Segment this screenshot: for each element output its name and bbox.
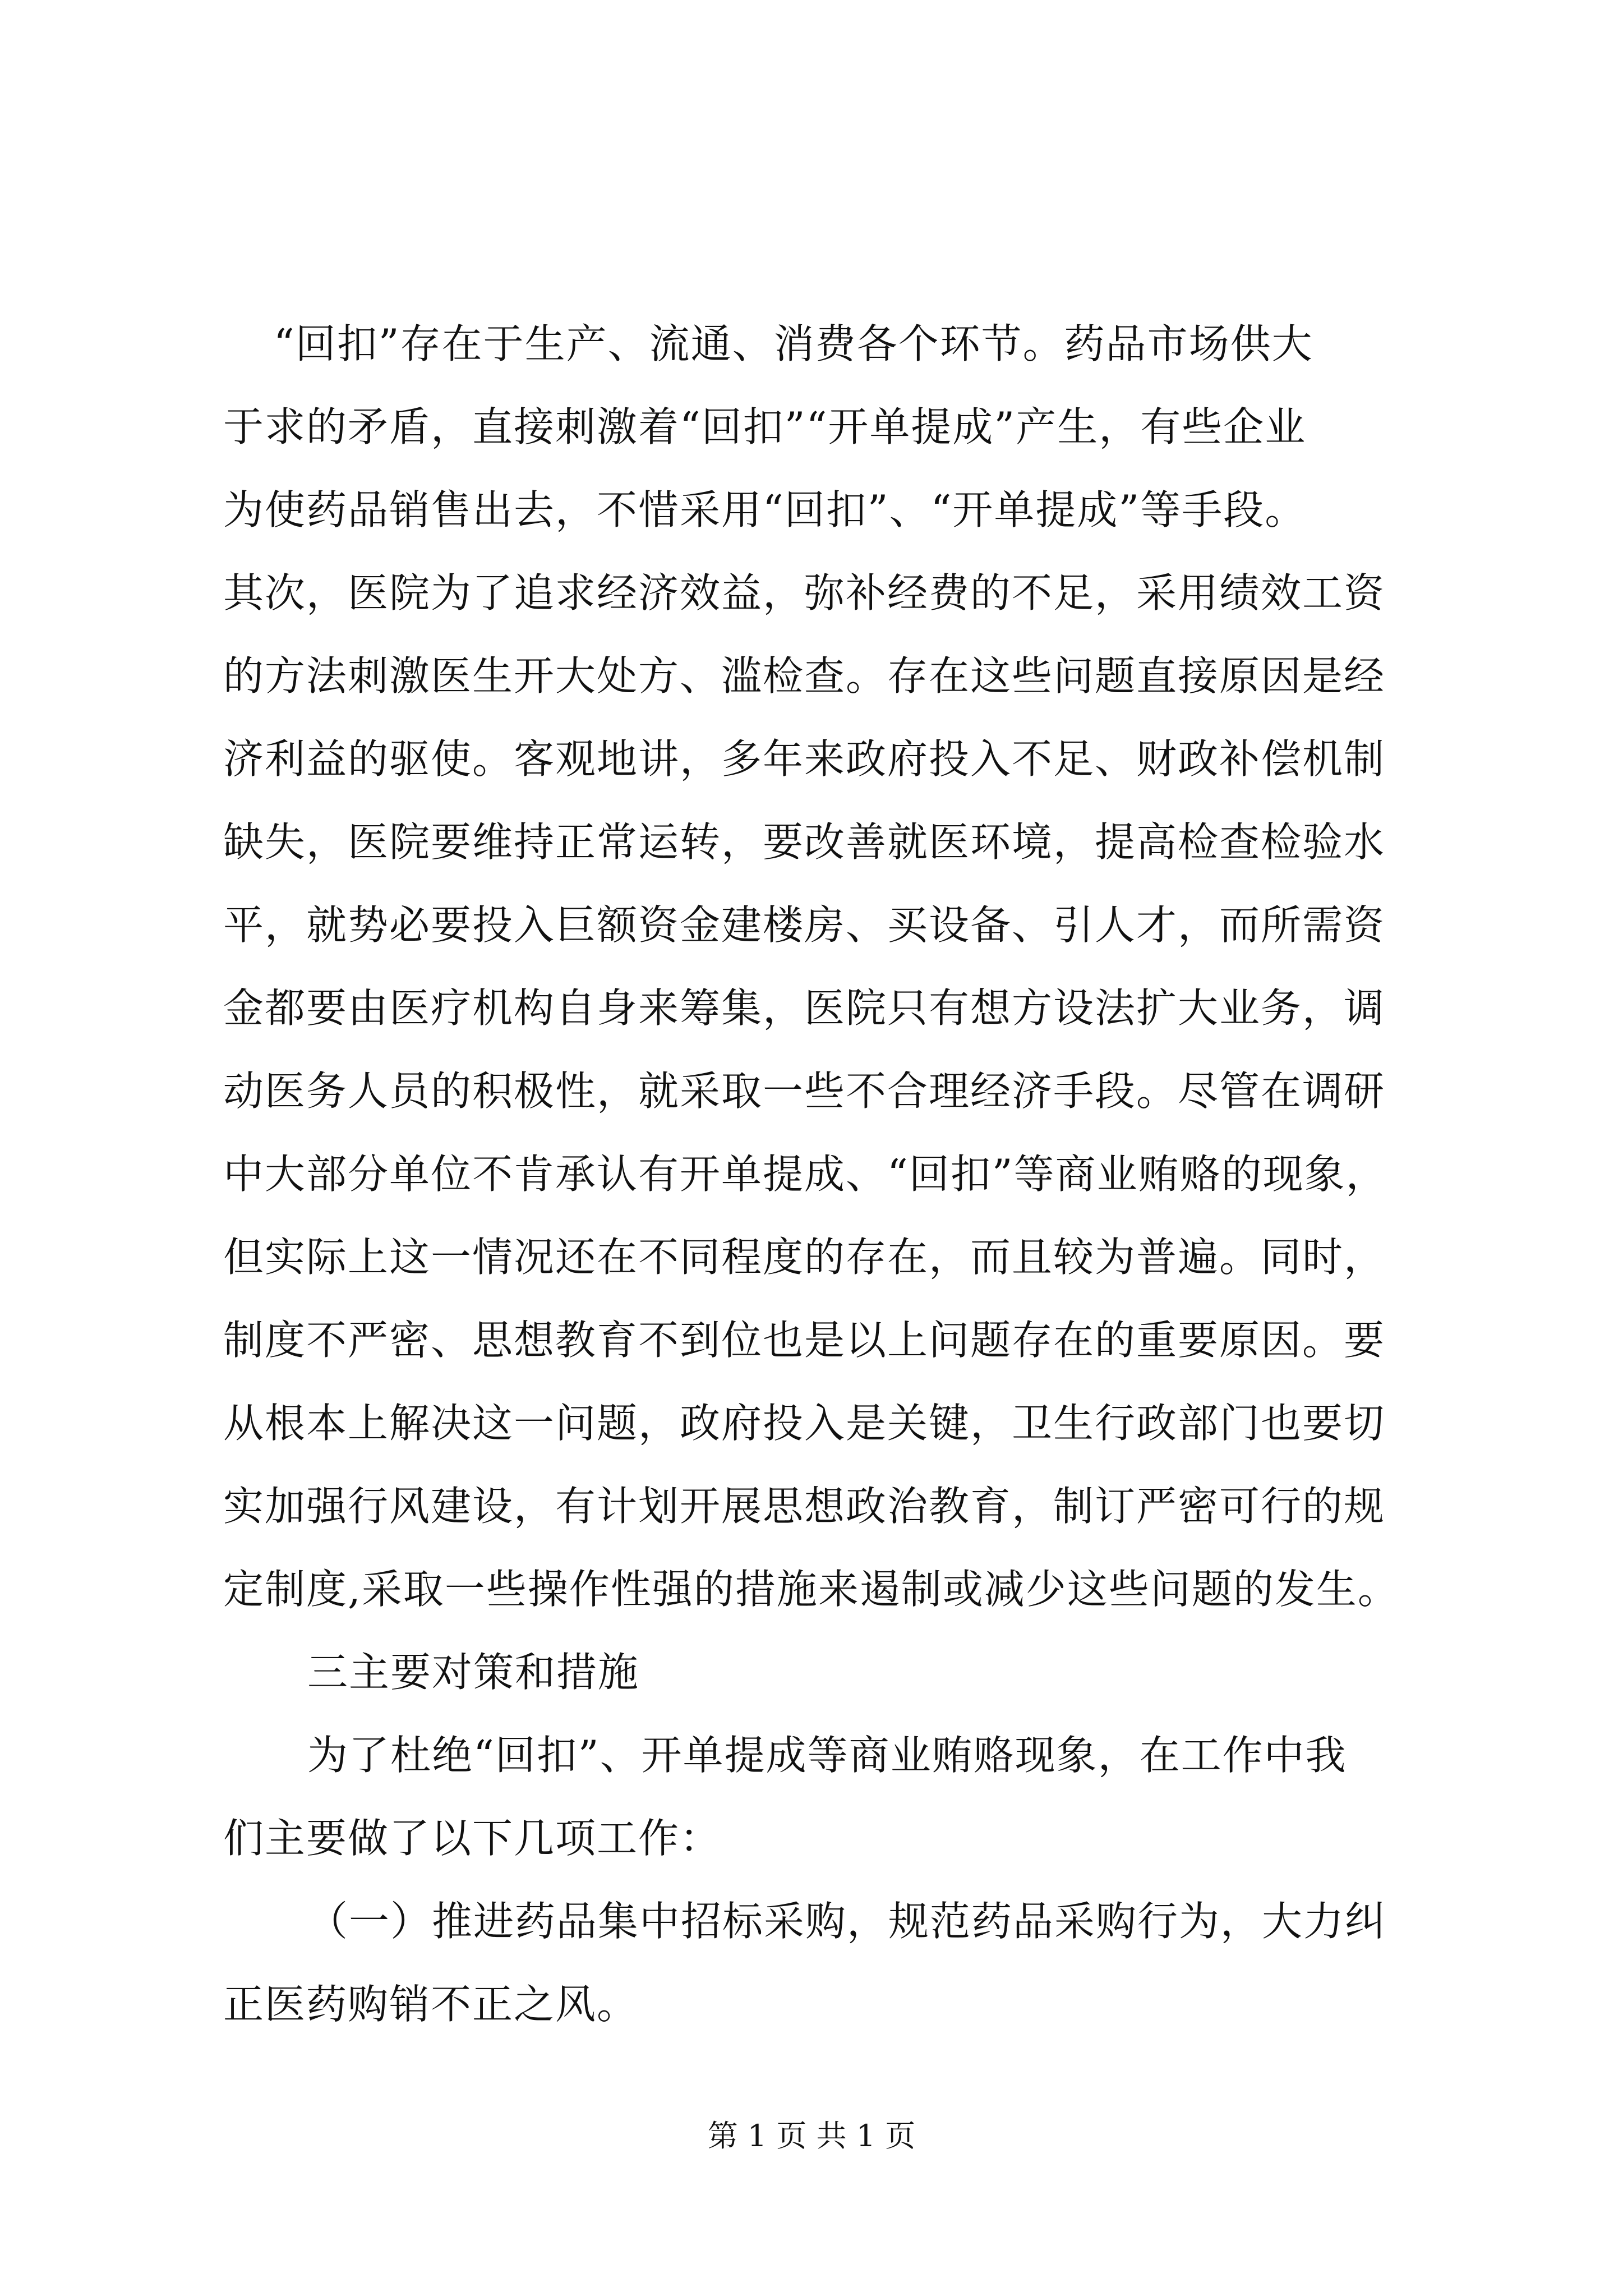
paragraph-line: 从根本上解决这一问题，政府投入是关键，卫生行政部门也要切 [223, 1400, 1386, 1447]
paragraph-line: 济利益的驱使。客观地讲，多年来政府投入不足、财政补偿机制 [223, 735, 1386, 783]
paragraph-line: 们主要做了以下几项工作： [223, 1815, 722, 1862]
paragraph-line: 制度不严密、思想教育不到位也是以上问题存在的重要原因。要 [223, 1317, 1386, 1364]
paragraph-line: 为了杜绝“回扣”、开单提成等商业贿赂现象，在工作中我 [307, 1732, 1347, 1779]
paragraph-line: 中大部分单位不肯承认有开单提成、“回扣”等商业贿赂的现象， [223, 1151, 1387, 1198]
paragraph-line: 平，就势必要投入巨额资金建楼房、买设备、引人才，而所需资 [223, 901, 1386, 949]
page-number-footer: 第 1 页 共 1 页 [707, 2118, 916, 2154]
paragraph-line: 为使药品销售出去，不惜采用“回扣”、“开单提成”等手段。 [223, 486, 1307, 533]
paragraph-line: 于求的矛盾，直接刺激着“回扣”“开单提成”产生，有些企业 [223, 403, 1307, 450]
paragraph-line: 实加强行风建设，有计划开展思想政治教育，制订严密可行的规 [223, 1483, 1386, 1530]
paragraph-line: “回扣”存在于生产、流通、消费各个环节。药品市场供大 [274, 320, 1313, 367]
section-heading: 三主要对策和措施 [307, 1649, 640, 1696]
paragraph-line: 正医药购销不正之风。 [223, 1981, 639, 2028]
paragraph-line: 定制度,采取一些操作性强的措施来遏制或减少这些问题的发生。 [223, 1566, 1399, 1613]
paragraph-line: （一）推进药品集中招标采购，规范药品采购行为，大力纠 [307, 1898, 1387, 1945]
paragraph-line: 缺失，医院要维持正常运转，要改善就医环境，提高检查检验水 [223, 818, 1386, 866]
paragraph-line: 其次，医院为了追求经济效益，弥补经费的不足，采用绩效工资 [223, 569, 1386, 616]
paragraph-line: 的方法刺激医生开大处方、滥检查。存在这些问题直接原因是经 [223, 652, 1386, 700]
paragraph-line: 金都要由医疗机构自身来筹集，医院只有想方设法扩大业务，调 [223, 984, 1386, 1032]
paragraph-line: 但实际上这一情况还在不同程度的存在，而且较为普遍。同时， [223, 1234, 1386, 1281]
paragraph-line: 动医务人员的积极性，就采取一些不合理经济手段。尽管在调研 [223, 1068, 1386, 1115]
